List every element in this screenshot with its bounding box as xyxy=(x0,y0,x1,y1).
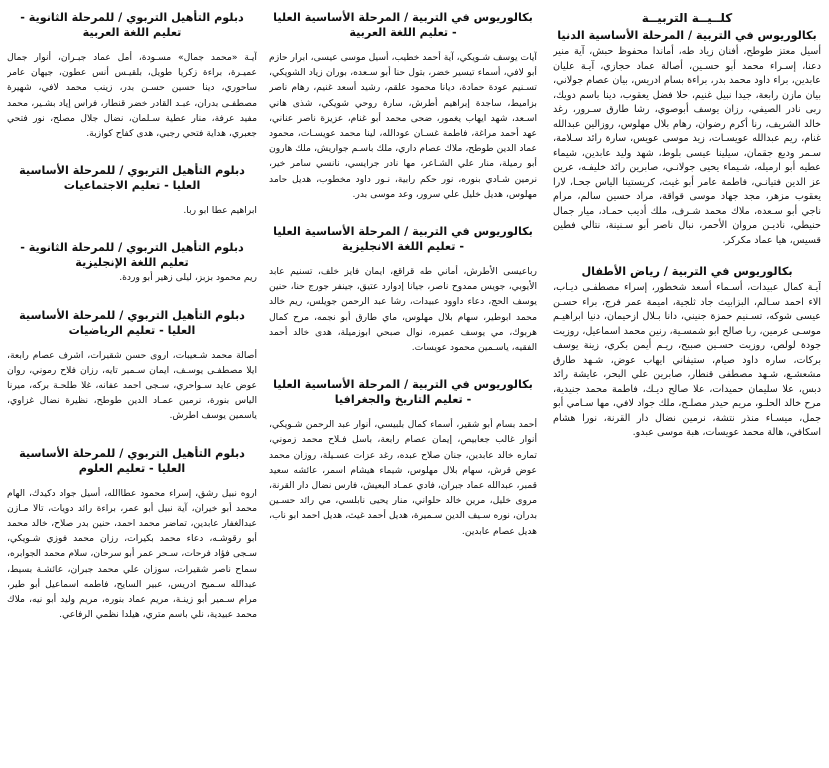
section-title: بكالوريوس في التربية / المرحلة الأساسية العليا - تعليم اللغة الانجليزية xyxy=(273,225,533,254)
names-list: أسيل معتز طوطح، أفنان زياد طه، أماندا محفوظ حبش، آية منير دعنا، إسـراء محمد أبو حسـين، أصالة عماد حجازي، آيـة عليان عابدين، براء داود محمد بدر، براءة بسام ادريس، بيان عصام جولاني، بيان مازن رابعة، جيدا نبيل غنيم، حلا فضل يعقوب، دينا باسم دويك، ربى نادر الصيفي، رزان يوسف أبوصوي، رشا طارق سـرور، رغد خالد الشريف، رنا أكرم رضوان، رهام بلال مهلوس، روزالين عبدالله غنام، ريم عبدالله عويسـات، زيد موسى عويس، سارة رائد سـلامة، سـمر وديع جقمان، سيلينا عيسى بلوط، شهد وليد عابدين، شيماء عطيه أبو ارميله، شـيماء يحيى جولانـي، صابرين رائد خليفـه، عرين عز الدين فتيانـي، فاطمة عامر أبو غيث، كريستينا الياس جحـا، لارا يعقوب مزهر، مجد جهاد موسى قواقة، مراد حسين سالم، مرام ناجي أبو سـعده، ملاك محمد شـرف، ملك أديب حمـاد، ميار جمال حنيطي، ناديـن مروان الأحمر، نبال ناصر أبو سـنينة، نتالي فطين قسيس، هيا عماد مكركر. xyxy=(553,46,821,246)
column-right xyxy=(553,10,821,768)
names-list: آيات يوسف شـويكي، آية أحمد خطيب، أسيل موسى عيسى، ابرار حازم أبو لافي، أسماء تيسير خضر، بتول حنا أبو سـعده، بوران زياد الشويكي، تسـنيم عودة حمادة، ديانا محمود علقم، رشيد أسعد غنيم، رهام ناصر بزاميط، ساجدة إبراهيم أطرش، سارة روحي شويكي، شذى هاني اسـعد، شهد ايهاب يغمور، ضحى محمد أبو غنام، عزيزة ناصر عناني، عهد أحمد مراغة، فاطمة غسـان عودالله، لينا محمد عويسـات، محمود عماد الدين طوطح، ملاك عصام داري، ملك باسـم جواريش، ملك هارون أبو رميلة، منار علي الشـاعر، مها نادر جرايسي، نانسي سامر خير، نرمين شـادي بنوره، نور حكم رابية، نـور داود مخطوب، هديل حامد مهلوس، هديل خليل علي سرور، وعد موسى بدر. xyxy=(269,52,537,200)
section-title: بكالوريوس في التربية / المرحلة الأساسية الدنيا xyxy=(557,29,817,42)
names-list: آيـة «محمد جمال» مسـودة، أمل عماد جبـران، أنوار جمال عميـرة، براءة زكريا طويل، بلقيـس أنس عطون، جيهان عامر ساحوري، دينا حسين حسـن بدر، زينب محمد لافي، شهيرة مصطفـى بدران، عبـد القادر خضر قنطار، فراس إياد بشـير، محمد مفيد عرفة، منار عطية سـلمان، نضال جلال مصلح، نور فتحي جعبري، هداية فتحي رجبي، هدى كفاح كوازبة. xyxy=(7,52,257,140)
names-list: آيـة كمال عبيدات، أسـماء أسعد شخطور، إسراء مصطفـى ديـاب، الاء احمد سـالم، البزابيث جاد ثلجية، اميمة عمر فرج، براء حسـن عيسى شوكه، تسـنيم حمزة جنيني، دانا بـلال ازحيمان، دنيا ابراهيـم موسـى عرمين، ربا صالح ابو شمسـية، رنين محمد اسماعيل، روزيت جودة لولص، روزيت حسـين صبيح، ريـم أيمن بكري، زينة يوسف بركات، ساره داود صيام، ستيفاني ايهاب عوض، شـهد طارق مشعشـع، شـهد مصطفى قنطار، صابرين علي البحر، عايشة رائد دبس، علا سليمان حميدات، علا صالح ديـك، فاطمة محمد جنيدية، مرح خالد الحلـو، مريم حيدر مصلـح، ملك جواد لافي، مها سـامي أبو جمل، ميسـاء منذر نتشة، نرمين نضال دار القرنة، نورا هشام اسكافي، هالة محمد عويسات، هبة موسى عبدو. xyxy=(553,282,821,438)
names-list: اروه نبيل رشق، إسراء محمود عطاالله، أسيل جواد دكيدك، الهام محمد أبو خيران، آية نبيل أبو عمر، براءة رائد دويات، تالا مـازن عبدالغفار عابدين، تماضر محمد احمد، حنين بدر صلاح، خالد محمد أبو رقوشـه، دعاء محمد بكيرات، رزان محمد فوزي شـويكي، سـجى فؤاد فرحات، سـحر عمر أبو سرحان، سلام محمد الجوابره، سماح ناصر شقيرات، سوزان علي محمد جبران، عائشـة بسيط، عبدالله سـميح ادريس، عبير السايح، فاطمه اسماعيل أبو طير، مرام سـمير أبو زينـة، مريم عماد بنوره، مريم وليد أبو نيه، ملاك محمد عبيدية، نلي باسم متري، هيلدا نظمي الرفاعي. xyxy=(7,487,257,621)
section-title: دبلوم التأهيل التربوي / للمرحلة الأساسية العليا - تعليم العلوم xyxy=(19,446,245,475)
names-list: رباعيسى الأطرش، أماني طه قراقع، ايمان فايز خلف، تسنيم عابد الأيوبي، جويس ممدوح ناصر، جيانا إدوارد عتيق، جينفر جورج حنا، حنين يوسف الحج، دعاء داوود عبيدات، رشا عبد الرحمن جويلس، ريم خالد محمد ابوطير، سهام بلال مهلوس، ماي طارق أبو نجمه، مرح كمال هربوك، مي يوسف عميره، نوال صبحي ابوزميلة، هدى خالد أحمد الفقيه، ياسـمين محمود عويسات. xyxy=(269,266,537,354)
names-list: أصالة محمد شـعيبات، اروى حسن شقيرات، اشرف عصام رابعة، ايلا مصطفـى يوسـف، ايمان سـمير تايه، رزان فلاح رموني، روان عوض عايد سـواحري، سـجى احمد عفانه، غلا طلحـة بركه، ميرنا الياس بنورة، نرمين عمـاد الدين طوطح، نظيرة نضال غزاوي، ياسمين يوسف اطرش. xyxy=(7,349,257,422)
section-title: دبلوم التأهيل التربوي / للمرحلة الأساسية العليا - تعليم الاجتماعيات xyxy=(19,164,245,193)
section-title: دبلوم التأهيل التربوي / للمرحلة الثانوية - تعليم اللغة العربية xyxy=(20,11,244,39)
column-left xyxy=(7,10,257,768)
college-heading: كلــيــة التربيــة xyxy=(641,11,733,25)
section-title: دبلوم التأهيل التربوي / للمرحلة الثانوية - تعليم اللغة الإنجليزية xyxy=(20,241,244,270)
section-title: بكالوريوس في التربية / رياض الأطفال xyxy=(581,265,793,278)
section-title: بكالوريوس في التربية / المرحلة الأساسية العليا - تعليم التاريخ والجغرافيا xyxy=(273,378,533,407)
column-middle xyxy=(269,10,537,768)
names-list: أحمد بسام أبو شقير، أسماء كمال بلبيسي، أنوار عبد الرحمن شـويكي، أنوار غالب جعابيص، إيمان عصام رابعة، باسل فـلاح محمد زموني، تماره خالد عابدين، جنان صلاح عبده، رغد عزات عسـيلة، روزان محمد عوض قرش، سهام بلال مهلوس، شيماء هيشام اسمر، عائشه سعيد قمبر، عبدالله عماد جبران، فادي عمـاد البعيش، فارس نضال دار القرنة، مروى خليل، مرين خالد حلواني، منار يحيى نابلسي، مي رائد حسـين بدران، نوره سـيف الدين سـميرة، هديل أحمد غيث، هديل احمد ابو ناب، هديل عصام عابدين. xyxy=(269,419,537,537)
section-title: دبلوم التأهيل التربوي / للمرحلة الأساسية العليا - تعليم الرياضيات xyxy=(19,308,245,337)
names-list: ريم محمود بزبز، ليلى زهير أبو وردة. xyxy=(119,272,257,284)
section-title: بكالوريوس في التربية / المرحلة الأساسية العليا - تعليم اللغة العربية xyxy=(273,11,533,39)
names-list: ابراهيم عطا ابو ربا. xyxy=(183,205,257,217)
